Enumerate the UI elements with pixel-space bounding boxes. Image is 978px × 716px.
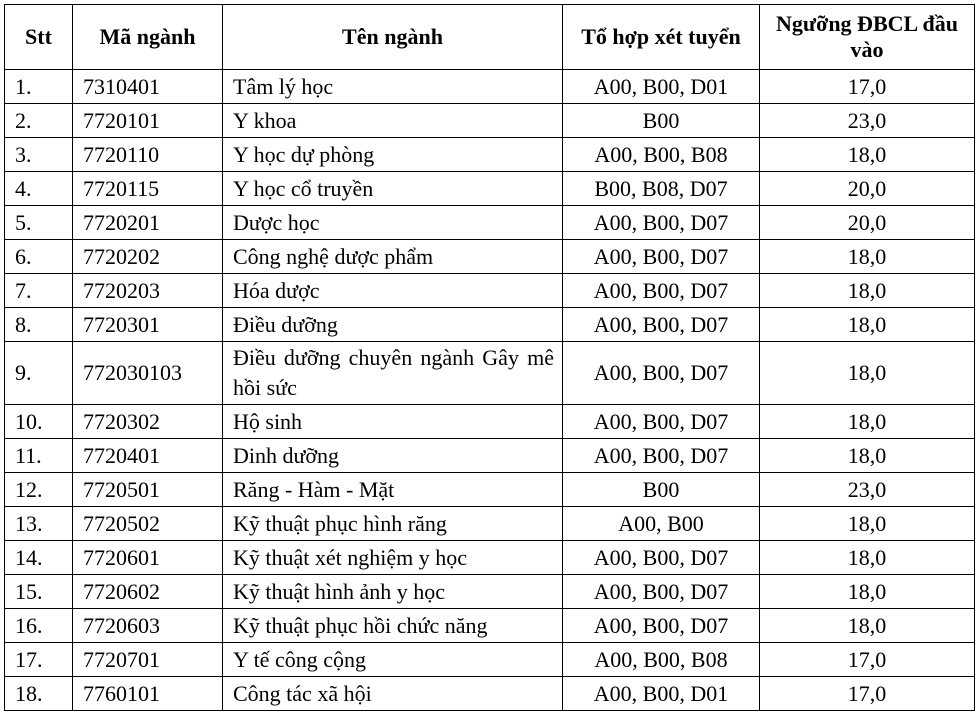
row-name: Y khoa (223, 104, 563, 138)
row-stt: 11. (5, 439, 73, 473)
row-combo: B00, B08, D07 (563, 172, 760, 206)
table-row (5, 643, 975, 677)
row-combo: A00, B00, B08 (563, 138, 760, 172)
row-stt: 16. (5, 609, 73, 643)
row-combo: A00, B00, D01 (563, 70, 760, 104)
table-row (5, 405, 975, 439)
row-code: 7720201 (73, 206, 223, 240)
table-row (5, 677, 975, 711)
row-stt: 15. (5, 575, 73, 609)
row-code: 7720601 (73, 541, 223, 575)
row-stt: 5. (5, 206, 73, 240)
table-row (5, 274, 975, 308)
table-row (5, 138, 975, 172)
row-code: 7720101 (73, 104, 223, 138)
row-score: 23,0 (760, 104, 975, 138)
row-stt: 10. (5, 405, 73, 439)
row-name: Công tác xã hội (223, 677, 563, 711)
row-combo: A00, B00, D07 (563, 405, 760, 439)
row-code: 7720202 (73, 240, 223, 274)
row-score: 18,0 (760, 575, 975, 609)
row-score: 18,0 (760, 609, 975, 643)
row-name: Dinh dưỡng (223, 439, 563, 473)
row-score: 18,0 (760, 507, 975, 541)
row-name: Dược học (223, 206, 563, 240)
row-score: 20,0 (760, 172, 975, 206)
table-row (5, 308, 975, 342)
row-code: 7720301 (73, 308, 223, 342)
table-header-row (5, 5, 975, 70)
row-stt: 12. (5, 473, 73, 507)
header-score: Ngưỡng ĐBCL đầu vào (760, 5, 975, 70)
row-score: 20,0 (760, 206, 975, 240)
row-code: 7720701 (73, 643, 223, 677)
table-row (5, 541, 975, 575)
row-name: Y học dự phòng (223, 138, 563, 172)
row-combo: A00, B00, D01 (563, 677, 760, 711)
row-score: 18,0 (760, 138, 975, 172)
table-body (5, 70, 975, 711)
table-row (5, 172, 975, 206)
row-code: 7720115 (73, 172, 223, 206)
table-row (5, 240, 975, 274)
row-name: Y tế công cộng (223, 643, 563, 677)
row-combo: A00, B00, D07 (563, 575, 760, 609)
admission-threshold-table (4, 4, 975, 711)
row-stt: 13. (5, 507, 73, 541)
row-stt: 3. (5, 138, 73, 172)
table-row (5, 206, 975, 240)
header-code: Mã ngành (73, 5, 223, 70)
header-stt: Stt (5, 5, 73, 70)
row-combo: A00, B00, D07 (563, 308, 760, 342)
row-score: 23,0 (760, 473, 975, 507)
row-combo: A00, B00, D07 (563, 206, 760, 240)
row-score: 17,0 (760, 643, 975, 677)
row-name: Kỹ thuật phục hồi chức năng (223, 609, 563, 643)
row-score: 18,0 (760, 439, 975, 473)
table-row (5, 507, 975, 541)
row-code: 7310401 (73, 70, 223, 104)
row-name: Tâm lý học (223, 70, 563, 104)
row-combo: A00, B00, B08 (563, 643, 760, 677)
row-code: 7720110 (73, 138, 223, 172)
row-stt: 9. (5, 342, 73, 405)
row-name: Y học cổ truyền (223, 172, 563, 206)
row-name: Kỹ thuật phục hình răng (223, 507, 563, 541)
row-stt: 14. (5, 541, 73, 575)
row-score: 18,0 (760, 308, 975, 342)
row-combo: B00 (563, 104, 760, 138)
table-row (5, 473, 975, 507)
row-score: 18,0 (760, 342, 975, 405)
row-code: 7720203 (73, 274, 223, 308)
table-row (5, 104, 975, 138)
row-code: 7720401 (73, 439, 223, 473)
row-score: 17,0 (760, 677, 975, 711)
row-code: 772030103 (73, 342, 223, 405)
table-row (5, 609, 975, 643)
row-name: Hóa dược (223, 274, 563, 308)
row-code: 7760101 (73, 677, 223, 711)
row-code: 7720501 (73, 473, 223, 507)
row-stt: 17. (5, 643, 73, 677)
row-code: 7720602 (73, 575, 223, 609)
row-stt: 6. (5, 240, 73, 274)
row-code: 7720502 (73, 507, 223, 541)
row-combo: B00 (563, 473, 760, 507)
row-name: Kỹ thuật xét nghiệm y học (223, 541, 563, 575)
row-stt: 1. (5, 70, 73, 104)
row-name: Điều dưỡng (223, 308, 563, 342)
row-combo: A00, B00, D07 (563, 609, 760, 643)
row-stt: 7. (5, 274, 73, 308)
row-score: 18,0 (760, 405, 975, 439)
header-name: Tên ngành (223, 5, 563, 70)
row-score: 18,0 (760, 240, 975, 274)
row-stt: 2. (5, 104, 73, 138)
header-combo: Tổ hợp xét tuyển (563, 5, 760, 70)
row-name: Hộ sinh (223, 405, 563, 439)
row-stt: 8. (5, 308, 73, 342)
row-code: 7720603 (73, 609, 223, 643)
row-combo: A00, B00, D07 (563, 274, 760, 308)
row-combo: A00, B00, D07 (563, 342, 760, 405)
row-score: 18,0 (760, 274, 975, 308)
table-row (5, 439, 975, 473)
row-combo: A00, B00, D07 (563, 439, 760, 473)
table-row (5, 575, 975, 609)
row-name: Răng - Hàm - Mặt (223, 473, 563, 507)
row-score: 18,0 (760, 541, 975, 575)
row-combo: A00, B00 (563, 507, 760, 541)
row-name: Điều dưỡng chuyên ngành Gây mê hồi sức (223, 342, 563, 405)
row-stt: 4. (5, 172, 73, 206)
row-name: Công nghệ dược phẩm (223, 240, 563, 274)
row-combo: A00, B00, D07 (563, 240, 760, 274)
row-score: 17,0 (760, 70, 975, 104)
row-name: Kỹ thuật hình ảnh y học (223, 575, 563, 609)
row-stt: 18. (5, 677, 73, 711)
row-combo: A00, B00, D07 (563, 541, 760, 575)
table-row (5, 342, 975, 405)
table-row (5, 70, 975, 104)
row-code: 7720302 (73, 405, 223, 439)
